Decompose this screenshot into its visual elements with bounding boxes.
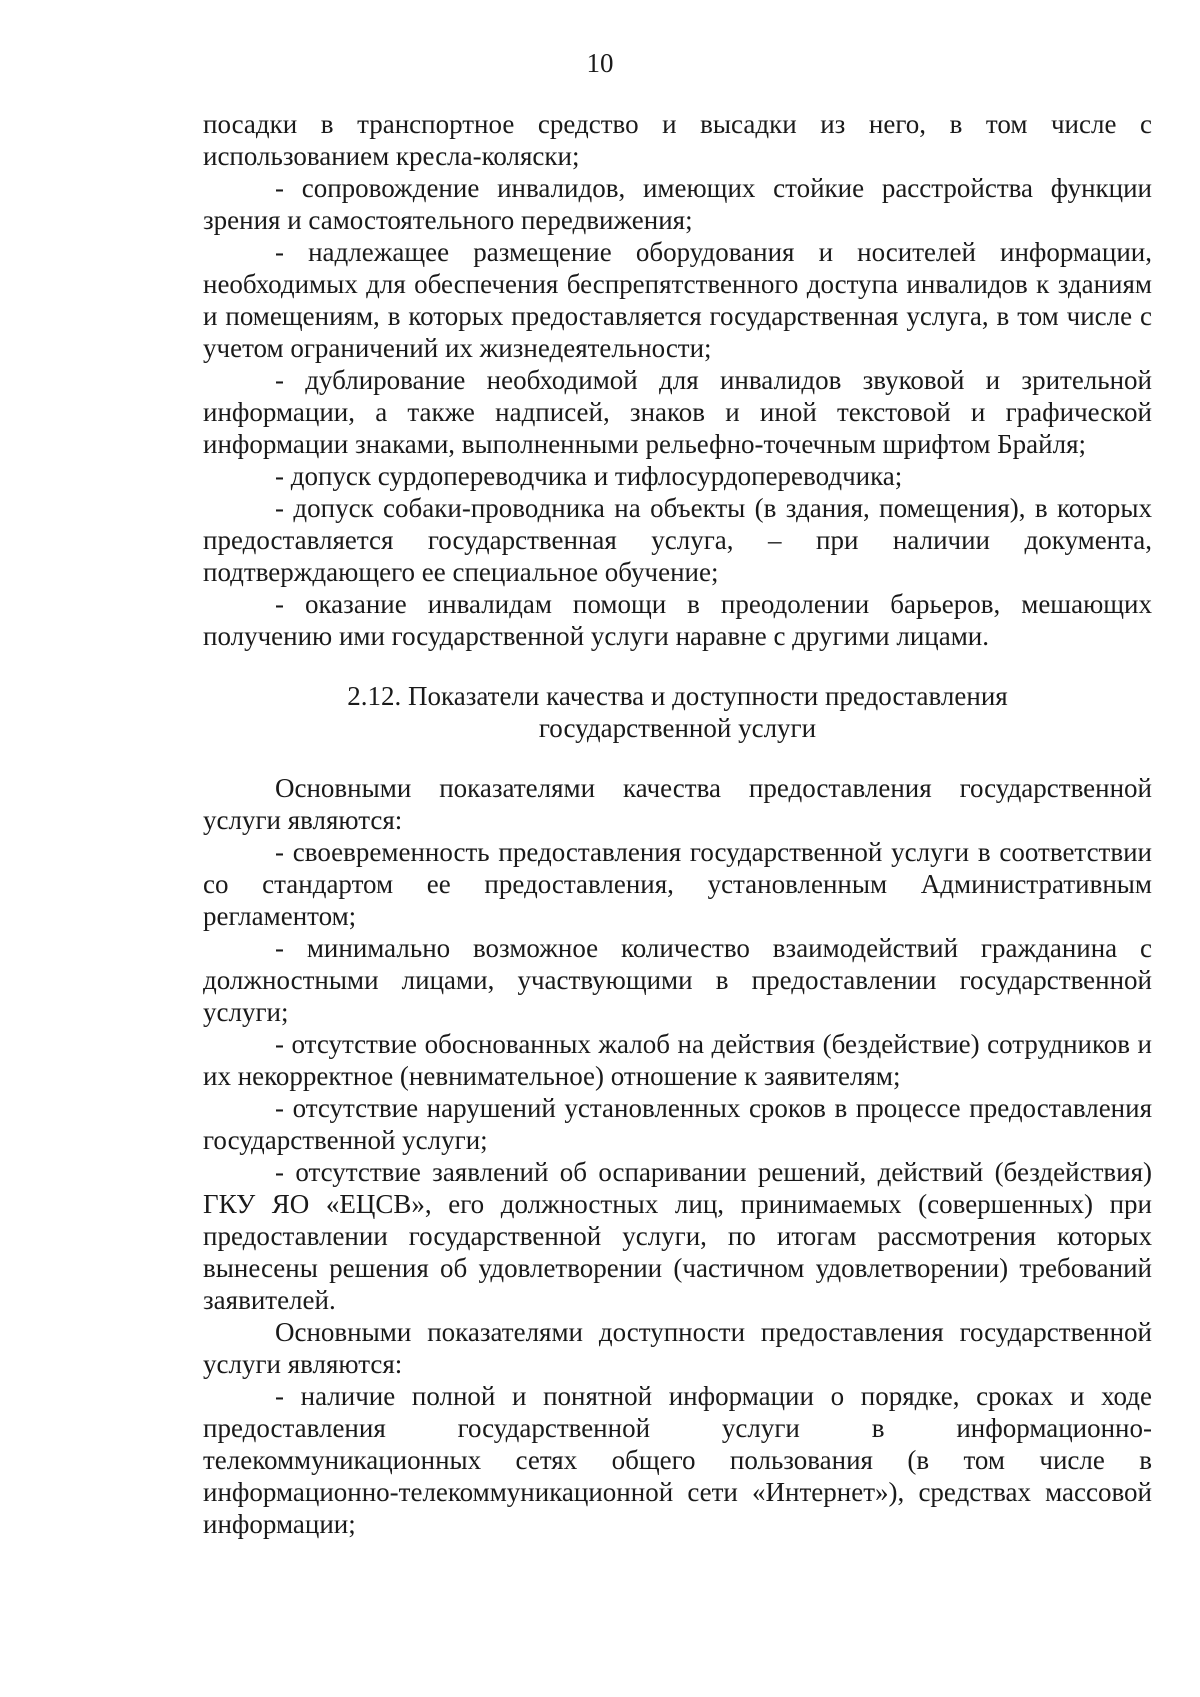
paragraph: - оказание инвалидам помощи в преодолении барьеров, мешающих получению ими государственной услуги наравне с другими лицами.: [203, 589, 1152, 651]
section-heading-line-1: 2.12. Показатели качества и доступности предоставления: [347, 681, 1008, 711]
section-heading: [203, 680, 1152, 744]
paragraph: - сопровождение инвалидов, имеющих стойкие расстройства функции зрения и самостоятельного передвижения;: [203, 173, 1152, 235]
page-number: 10: [586, 48, 614, 78]
paragraph: посадки в транспортное средство и высадки из него, в том числе с использованием кресла-коляски;: [203, 109, 1152, 171]
paragraph: - своевременность предоставления государственной услуги в соответствии со стандартом ее предоставления, установленным Административным регламентом;: [203, 837, 1152, 931]
paragraph: - отсутствие заявлений об оспаривании решений, действий (бездействия) ГКУ ЯО «ЕЦСВ», его должностных лиц, принимаемых (совершенных) при предоставлении государственной услуги, по итогам рассмотрения которых вынесены решения об удовлетворении (частичном удовлетворении) требований заявителей.: [203, 1157, 1152, 1315]
paragraph: - дублирование необходимой для инвалидов звуковой и зрительной информации, а также надписей, знаков и иной текстовой и графической информации знаками, выполненными рельефно-точечным шрифтом Брайля;: [203, 365, 1152, 459]
paragraph: Основными показателями качества предоставления государственной услуги являются:: [203, 773, 1152, 835]
quality-indicators-list: [203, 772, 1152, 1540]
paragraph: - минимально возможное количество взаимодействий гражданина с должностными лицами, участвующими в предоставлении государственной услуги;: [203, 933, 1152, 1027]
paragraph: - наличие полной и понятной информации о порядке, сроках и ходе предоставления государственной услуги в информационно-телекоммуникационных сетях общего пользования (в том числе в информационно-телекоммуникационной сети «Интернет»), средствах массовой информации;: [203, 1381, 1152, 1539]
paragraph: - отсутствие нарушений установленных сроков в процессе предоставления государственной услуги;: [203, 1093, 1152, 1155]
paragraph: - допуск собаки-проводника на объекты (в здания, помещения), в которых предоставляется государственная услуга, – при наличии документа, подтверждающего ее специальное обучение;: [203, 493, 1152, 587]
paragraph: - допуск сурдопереводчика и тифлосурдопереводчика;: [275, 461, 903, 491]
paragraph: - отсутствие обоснованных жалоб на действия (бездействие) сотрудников и их некорректное (невнимательное) отношение к заявителям;: [203, 1029, 1152, 1091]
document-body: [203, 108, 1152, 1540]
paragraph: - надлежащее размещение оборудования и носителей информации, необходимых для обеспечения беспрепятственного доступа инвалидов к зданиям и помещениям, в которых предоставляется государственная услуга, в том числе с учетом ограничений их жизнедеятельности;: [203, 237, 1152, 363]
section-heading-line-2: государственной услуги: [538, 713, 817, 743]
paragraph: Основными показателями доступности предоставления государственной услуги являются:: [203, 1317, 1152, 1379]
accessibility-measures-list: [203, 108, 1152, 652]
